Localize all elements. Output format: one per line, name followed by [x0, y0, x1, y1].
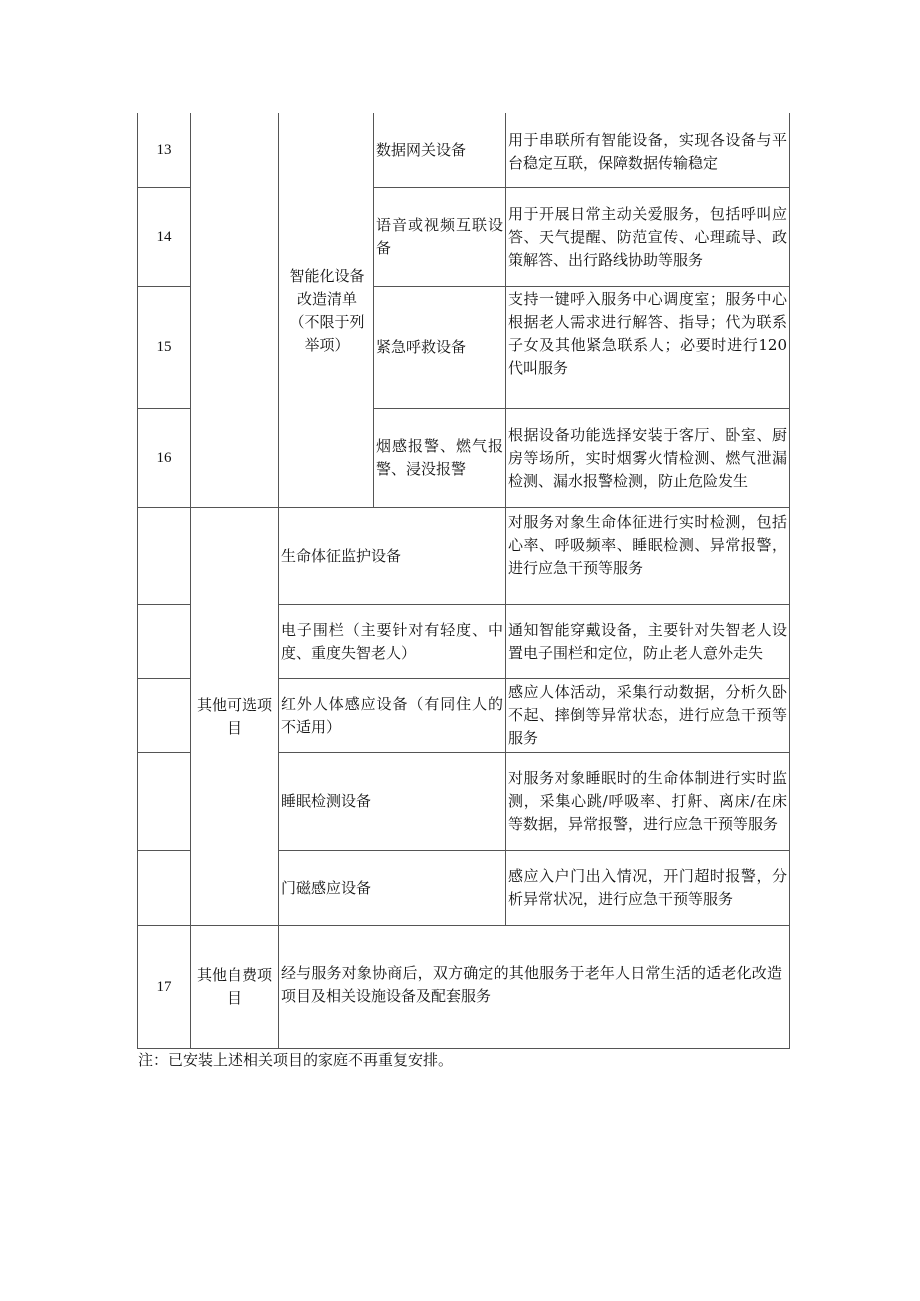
optional-item-description: 对服务对象生命体征进行实时检测，包括心率、呼吸频率、睡眠检测、异常报警，进行应急干预等服务: [508, 513, 787, 577]
optional-item-name: 门磁感应设备: [281, 878, 372, 897]
row-line: [137, 604, 190, 605]
optional-item-name: 生命体征监护设备: [281, 546, 402, 565]
optional-item-name: 电子围栏（主要针对有轻度、中度、重度失智老人）: [281, 620, 503, 662]
self-paid-label: 其他自费项目: [196, 966, 272, 1007]
optional-item-name: 红外人体感应设备（有同住人的不适用）: [281, 694, 503, 736]
optional-item-description: 对服务对象睡眠时的生命体制进行实时监测，采集心跳/呼吸率、打鼾、离床/在床等数据，异常报警，进行应急干预等服务: [508, 769, 787, 833]
row-number: 14: [156, 228, 172, 245]
row-line: [137, 752, 190, 753]
item-description: 用于串联所有智能设备，实现各设备与平台稳定互联，保障数据传输稳定: [508, 130, 787, 172]
optional-item-name: 睡眠检测设备: [281, 792, 372, 810]
row-line: [137, 850, 190, 851]
item-description: 用于开展日常主动关爱服务，包括呼叫应答、天气提醒、防范宣传、心理疏导、政策解答、出行路线协助等服务: [508, 204, 787, 269]
row-number: 17: [156, 978, 172, 995]
optional-item-description: 感应人体活动，采集行动数据，分析久卧不起、摔倒等异常状态，进行应急干预等服务: [508, 683, 787, 747]
optional-group-label: 其他可选项目: [196, 695, 272, 737]
item-description: 支持一键呼入服务中心调度室；服务中心根据老人需求进行解答、指导；代为联系子女及其他紧急联系人；必要时进行120代叫服务: [508, 290, 787, 377]
item-name: 语音或视频互联设备: [376, 216, 503, 257]
row-number: 15: [156, 339, 172, 355]
item-description: 根据设备功能选择安装于客厅、卧室、厨房等场所，实时烟雾火情检测、燃气泄漏检测、漏水报警检测，防止危险发生: [508, 425, 787, 490]
row-number: 13: [156, 142, 172, 158]
optional-item-description: 通知智能穿戴设备，主要针对失智老人设置电子围栏和定位，防止老人意外走失: [508, 620, 787, 662]
optional-item-description: 感应入户门出入情况，开门超时报警，分析异常状况，进行应急干预等服务: [508, 867, 787, 908]
item-name: 数据网关设备: [376, 141, 467, 159]
self-paid-description: 经与服务对象协商后，双方确定的其他服务于老年人日常生活的适老化改造项目及相关设施设备及配套服务: [281, 964, 782, 1005]
item-name: 烟感报警、燃气报警、浸没报警: [376, 437, 503, 478]
table-border-right: [789, 113, 790, 1049]
smart-device-group-label: 智能化设备改造清单（不限于列举项）: [289, 266, 365, 354]
row-number: 16: [156, 449, 172, 466]
item-name: 紧急呼救设备: [376, 338, 467, 356]
row-line: [137, 678, 190, 679]
footnote: 注：已安装上述相关项目的家庭不再重复安排。: [138, 1051, 454, 1069]
